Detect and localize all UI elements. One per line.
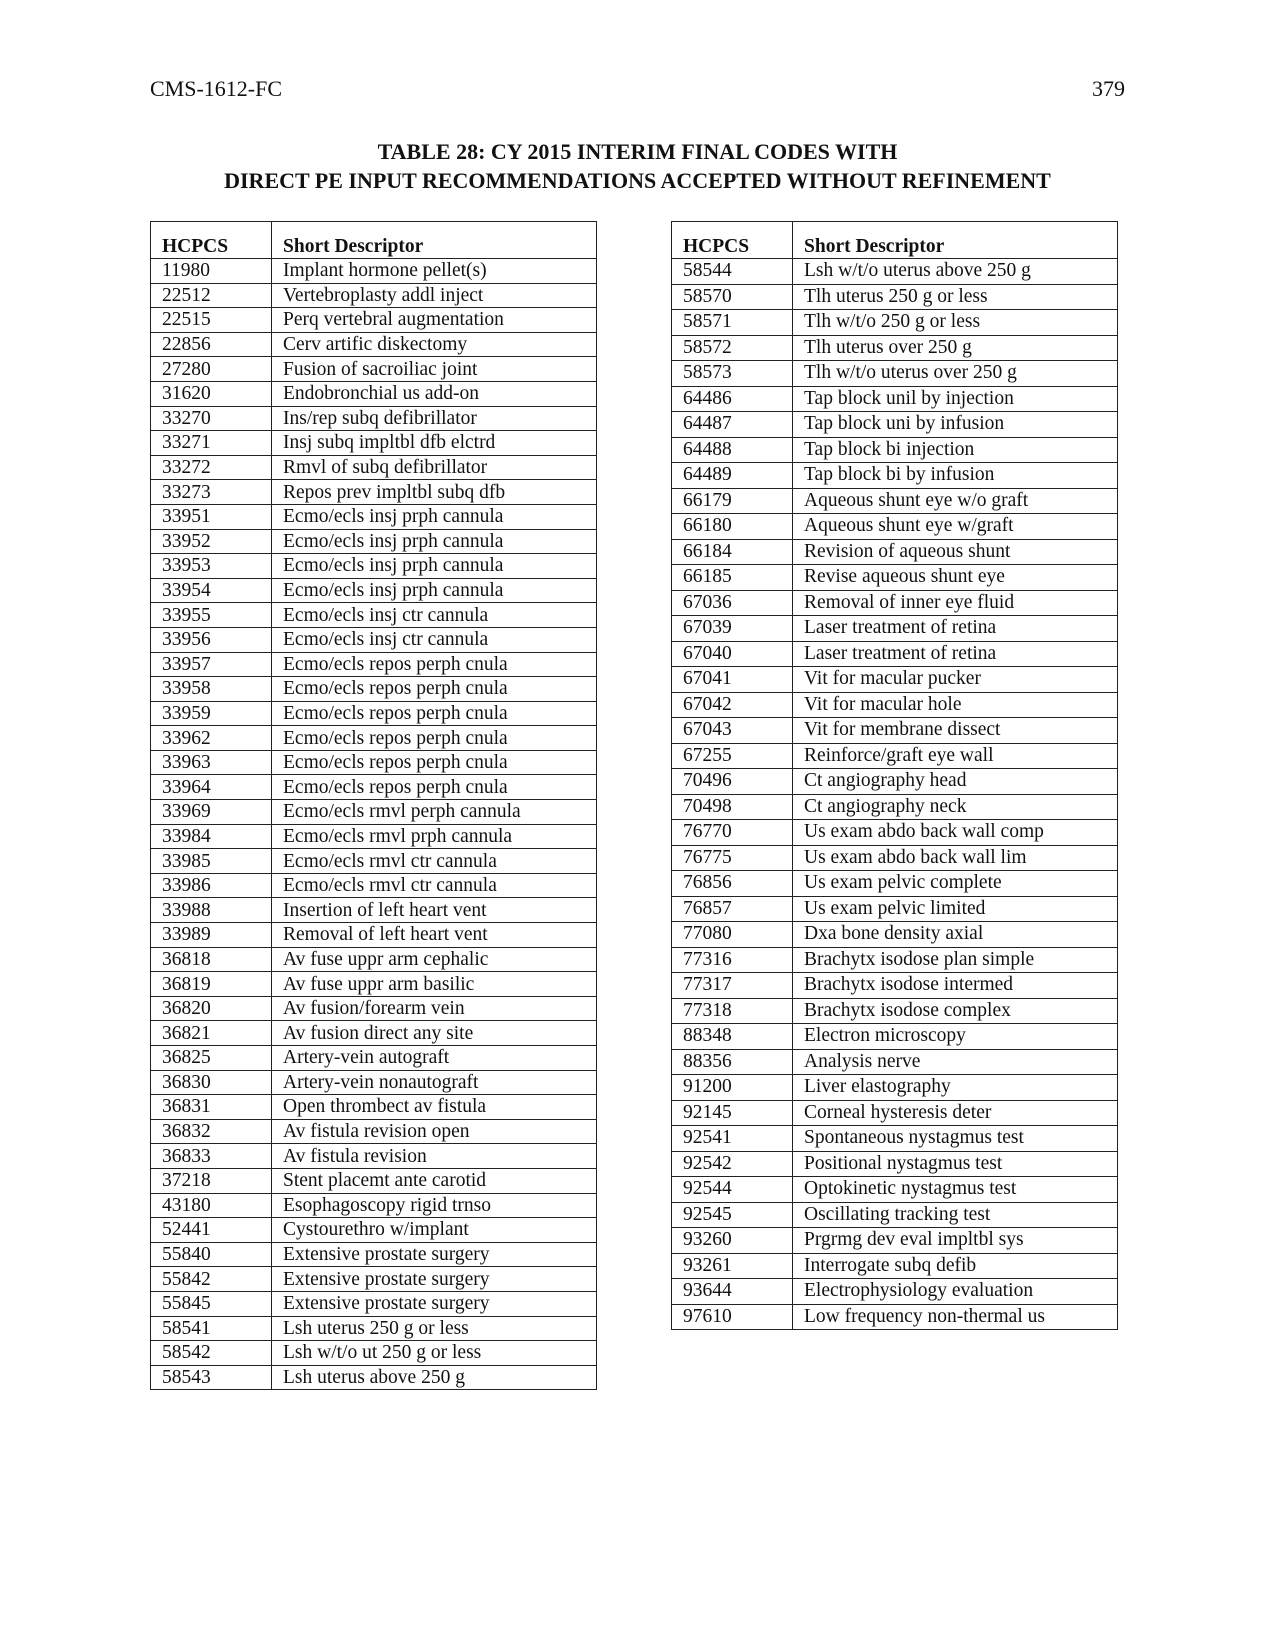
hcpcs-code: 33962 [151,726,272,751]
hcpcs-code: 11980 [151,259,272,284]
table-title-line-1: TABLE 28: CY 2015 INTERIM FINAL CODES WITH [377,139,898,164]
short-descriptor: Ecmo/ecls repos perph cnula [272,701,597,726]
hcpcs-code: 55842 [151,1267,272,1292]
table-row [672,259,1118,285]
table-row [672,820,1118,846]
hcpcs-code: 52441 [151,1218,272,1243]
short-descriptor: Ct angiography neck [793,794,1118,820]
short-descriptor: Brachytx isodose complex [793,998,1118,1024]
short-descriptor: Ecmo/ecls insj prph cannula [272,554,597,579]
hcpcs-code: 33969 [151,800,272,825]
table-row [672,1228,1118,1254]
hcpcs-code: 37218 [151,1168,272,1193]
hcpcs-code: 58541 [151,1316,272,1341]
hcpcs-code: 33951 [151,504,272,529]
table-row [151,1218,597,1243]
table-row [151,947,597,972]
hcpcs-code: 64489 [672,463,793,489]
hcpcs-code: 58542 [151,1341,272,1366]
short-descriptor: Tlh uterus 250 g or less [793,284,1118,310]
hcpcs-code: 36825 [151,1046,272,1071]
hcpcs-code: 22515 [151,308,272,333]
hcpcs-code: 22512 [151,283,272,308]
hcpcs-code: 33964 [151,775,272,800]
hcpcs-code: 92542 [672,1151,793,1177]
table-row [672,284,1118,310]
table-title-line-2: DIRECT PE INPUT RECOMMENDATIONS ACCEPTED WITHOUT REFINEMENT [224,168,1051,193]
table-row [151,677,597,702]
short-descriptor: Ecmo/ecls insj prph cannula [272,504,597,529]
table-row [672,1100,1118,1126]
short-descriptor: Vit for membrane dissect [793,718,1118,744]
table-row [151,603,597,628]
table-row [672,743,1118,769]
table-row [672,718,1118,744]
table-row [672,565,1118,591]
short-descriptor: Analysis nerve [793,1049,1118,1075]
short-descriptor: Av fusion/forearm vein [272,996,597,1021]
short-descriptor: Oscillating tracking test [793,1202,1118,1228]
table-row [672,1075,1118,1101]
hcpcs-code: 58543 [151,1365,272,1390]
table-row [672,1049,1118,1075]
hcpcs-code: 58570 [672,284,793,310]
short-descriptor: Ecmo/ecls repos perph cnula [272,677,597,702]
short-descriptor: Removal of inner eye fluid [793,590,1118,616]
table-row [151,726,597,751]
hcpcs-code: 33988 [151,898,272,923]
short-descriptor: Ecmo/ecls insj prph cannula [272,529,597,554]
short-descriptor: Us exam pelvic complete [793,871,1118,897]
table-row [151,1021,597,1046]
short-descriptor: Dxa bone density axial [793,922,1118,948]
short-descriptor: Implant hormone pellet(s) [272,259,597,284]
hcpcs-code: 33984 [151,824,272,849]
hcpcs-code: 93261 [672,1253,793,1279]
table-row [672,437,1118,463]
short-descriptor: Vertebroplasty addl inject [272,283,597,308]
hcpcs-code: 64486 [672,386,793,412]
hcpcs-code: 92541 [672,1126,793,1152]
hcpcs-code: 67043 [672,718,793,744]
short-descriptor: Lsh uterus above 250 g [272,1365,597,1390]
table-row [151,1168,597,1193]
table-row [151,1316,597,1341]
table-row [151,923,597,948]
table-row [672,667,1118,693]
hcpcs-code: 58544 [672,259,793,285]
hcpcs-code: 67042 [672,692,793,718]
hcpcs-code: 33956 [151,627,272,652]
table-row [672,310,1118,336]
short-descriptor: Tlh w/t/o uterus over 250 g [793,361,1118,387]
short-descriptor: Cerv artific diskectomy [272,332,597,357]
hcpcs-code: 77080 [672,922,793,948]
table-title [0,137,1275,195]
short-descriptor: Corneal hysteresis deter [793,1100,1118,1126]
hcpcs-code: 36819 [151,972,272,997]
short-descriptor: Low frequency non-thermal us [793,1304,1118,1330]
table-row [672,922,1118,948]
header-short-descriptor: Short Descriptor [793,222,1118,259]
codes-table-right [671,221,1118,1330]
table-row [151,455,597,480]
short-descriptor: Electron microscopy [793,1024,1118,1050]
table-row [672,845,1118,871]
hcpcs-code: 33986 [151,873,272,898]
table-row [151,1365,597,1390]
hcpcs-code: 58573 [672,361,793,387]
short-descriptor: Ecmo/ecls repos perph cnula [272,652,597,677]
table-row [151,1046,597,1071]
hcpcs-code: 58571 [672,310,793,336]
short-descriptor: Av fistula revision [272,1144,597,1169]
hcpcs-code: 33955 [151,603,272,628]
short-descriptor: Tap block unil by injection [793,386,1118,412]
short-descriptor: Extensive prostate surgery [272,1242,597,1267]
hcpcs-code: 33953 [151,554,272,579]
short-descriptor: Extensive prostate surgery [272,1267,597,1292]
table-row [151,406,597,431]
short-descriptor: Av fusion direct any site [272,1021,597,1046]
table-row [151,554,597,579]
table-row [151,972,597,997]
short-descriptor: Repos prev impltbl subq dfb [272,480,597,505]
short-descriptor: Positional nystagmus test [793,1151,1118,1177]
table-row [672,1151,1118,1177]
table-row [151,1341,597,1366]
hcpcs-code: 92545 [672,1202,793,1228]
table-row [672,896,1118,922]
codes-table-left [150,221,597,1390]
short-descriptor: Cystourethro w/implant [272,1218,597,1243]
header-hcpcs: HCPCS [672,222,793,259]
hcpcs-code: 76856 [672,871,793,897]
codes-table-right-body [672,259,1118,1330]
short-descriptor: Us exam pelvic limited [793,896,1118,922]
hcpcs-code: 92544 [672,1177,793,1203]
table-row [151,529,597,554]
short-descriptor: Av fuse uppr arm basilic [272,972,597,997]
short-descriptor: Us exam abdo back wall lim [793,845,1118,871]
table-row [151,308,597,333]
short-descriptor: Av fistula revision open [272,1119,597,1144]
table-row [151,701,597,726]
short-descriptor: Lsh w/t/o uterus above 250 g [793,259,1118,285]
short-descriptor: Spontaneous nystagmus test [793,1126,1118,1152]
document-id: CMS-1612-FC [150,76,283,101]
table-row [151,1193,597,1218]
page-number: 379 [1092,76,1125,101]
hcpcs-code: 55840 [151,1242,272,1267]
hcpcs-code: 33958 [151,677,272,702]
table-row [672,794,1118,820]
hcpcs-code: 55845 [151,1291,272,1316]
hcpcs-code: 70496 [672,769,793,795]
short-descriptor: Prgrmg dev eval impltbl sys [793,1228,1118,1254]
short-descriptor: Ecmo/ecls rmvl ctr cannula [272,849,597,874]
short-descriptor: Reinforce/graft eye wall [793,743,1118,769]
hcpcs-code: 33952 [151,529,272,554]
hcpcs-code: 77316 [672,947,793,973]
table-row [151,627,597,652]
table-row [151,431,597,456]
short-descriptor: Liver elastography [793,1075,1118,1101]
hcpcs-code: 67040 [672,641,793,667]
table-row [151,775,597,800]
short-descriptor: Tlh w/t/o 250 g or less [793,310,1118,336]
table-row [151,1070,597,1095]
hcpcs-code: 33270 [151,406,272,431]
table-row [672,641,1118,667]
hcpcs-code: 36831 [151,1095,272,1120]
hcpcs-code: 93260 [672,1228,793,1254]
codes-table-left-body [151,259,597,1390]
table-row [672,539,1118,565]
hcpcs-code: 88348 [672,1024,793,1050]
hcpcs-code: 27280 [151,357,272,382]
short-descriptor: Insj subq impltbl dfb elctrd [272,431,597,456]
short-descriptor: Brachytx isodose intermed [793,973,1118,999]
table-row [151,898,597,923]
table-row [672,973,1118,999]
hcpcs-code: 31620 [151,381,272,406]
short-descriptor: Esophagoscopy rigid trnso [272,1193,597,1218]
table-row [672,1279,1118,1305]
table-row [672,1202,1118,1228]
table-row [151,259,597,284]
hcpcs-code: 77318 [672,998,793,1024]
hcpcs-code: 76857 [672,896,793,922]
table-row [151,996,597,1021]
hcpcs-code: 97610 [672,1304,793,1330]
table-row [672,1177,1118,1203]
short-descriptor: Aqueous shunt eye w/o graft [793,488,1118,514]
short-descriptor: Aqueous shunt eye w/graft [793,514,1118,540]
hcpcs-code: 66179 [672,488,793,514]
short-descriptor: Tap block bi by infusion [793,463,1118,489]
short-descriptor: Av fuse uppr arm cephalic [272,947,597,972]
short-descriptor: Ct angiography head [793,769,1118,795]
short-descriptor: Extensive prostate surgery [272,1291,597,1316]
short-descriptor: Fusion of sacroiliac joint [272,357,597,382]
table-row [672,1304,1118,1330]
table-row [672,769,1118,795]
hcpcs-code: 76770 [672,820,793,846]
hcpcs-code: 36818 [151,947,272,972]
short-descriptor: Rmvl of subq defibrillator [272,455,597,480]
table-row [672,488,1118,514]
hcpcs-code: 93644 [672,1279,793,1305]
hcpcs-code: 33272 [151,455,272,480]
table-row [672,590,1118,616]
hcpcs-code: 70498 [672,794,793,820]
table-row [151,332,597,357]
short-descriptor: Revise aqueous shunt eye [793,565,1118,591]
short-descriptor: Stent placemt ante carotid [272,1168,597,1193]
hcpcs-code: 33954 [151,578,272,603]
hcpcs-code: 67041 [672,667,793,693]
hcpcs-code: 77317 [672,973,793,999]
short-descriptor: Endobronchial us add-on [272,381,597,406]
short-descriptor: Laser treatment of retina [793,641,1118,667]
hcpcs-code: 33985 [151,849,272,874]
table-row [151,1291,597,1316]
hcpcs-code: 36820 [151,996,272,1021]
table-row [151,1144,597,1169]
table-row [151,480,597,505]
table-row [672,412,1118,438]
table-row [672,386,1118,412]
table-row [151,1119,597,1144]
short-descriptor: Interrogate subq defib [793,1253,1118,1279]
hcpcs-code: 36830 [151,1070,272,1095]
hcpcs-code: 33273 [151,480,272,505]
hcpcs-code: 58572 [672,335,793,361]
short-descriptor: Lsh uterus 250 g or less [272,1316,597,1341]
short-descriptor: Electrophysiology evaluation [793,1279,1118,1305]
hcpcs-code: 43180 [151,1193,272,1218]
short-descriptor: Us exam abdo back wall comp [793,820,1118,846]
short-descriptor: Laser treatment of retina [793,616,1118,642]
header-short-descriptor: Short Descriptor [272,222,597,259]
short-descriptor: Ecmo/ecls rmvl perph cannula [272,800,597,825]
table-row [672,616,1118,642]
short-descriptor: Lsh w/t/o ut 250 g or less [272,1341,597,1366]
short-descriptor: Tap block bi injection [793,437,1118,463]
header-hcpcs: HCPCS [151,222,272,259]
short-descriptor: Ecmo/ecls rmvl prph cannula [272,824,597,849]
short-descriptor: Ecmo/ecls repos perph cnula [272,726,597,751]
hcpcs-code: 64488 [672,437,793,463]
table-row [151,504,597,529]
short-descriptor: Ecmo/ecls insj prph cannula [272,578,597,603]
short-descriptor: Revision of aqueous shunt [793,539,1118,565]
hcpcs-code: 36833 [151,1144,272,1169]
table-row [151,283,597,308]
short-descriptor: Ecmo/ecls insj ctr cannula [272,603,597,628]
table-row [151,1267,597,1292]
table-row [151,800,597,825]
table-row [672,947,1118,973]
hcpcs-code: 33959 [151,701,272,726]
hcpcs-code: 67036 [672,590,793,616]
short-descriptor: Tlh uterus over 250 g [793,335,1118,361]
short-descriptor: Removal of left heart vent [272,923,597,948]
short-descriptor: Ins/rep subq defibrillator [272,406,597,431]
hcpcs-code: 36832 [151,1119,272,1144]
short-descriptor: Ecmo/ecls rmvl ctr cannula [272,873,597,898]
table-header-row [672,222,1118,259]
short-descriptor: Artery-vein nonautograft [272,1070,597,1095]
table-row [672,514,1118,540]
short-descriptor: Open thrombect av fistula [272,1095,597,1120]
short-descriptor: Vit for macular hole [793,692,1118,718]
hcpcs-code: 66180 [672,514,793,540]
table-row [672,1024,1118,1050]
table-row [151,578,597,603]
table-row [672,692,1118,718]
short-descriptor: Optokinetic nystagmus test [793,1177,1118,1203]
table-row [151,824,597,849]
table-row [151,652,597,677]
hcpcs-code: 33271 [151,431,272,456]
short-descriptor: Vit for macular pucker [793,667,1118,693]
hcpcs-code: 36821 [151,1021,272,1046]
table-row [151,357,597,382]
hcpcs-code: 66184 [672,539,793,565]
hcpcs-code: 67039 [672,616,793,642]
table-row [672,335,1118,361]
hcpcs-code: 76775 [672,845,793,871]
hcpcs-code: 88356 [672,1049,793,1075]
table-header-row [151,222,597,259]
table-row [151,381,597,406]
hcpcs-code: 22856 [151,332,272,357]
table-row [672,361,1118,387]
short-descriptor: Tap block uni by infusion [793,412,1118,438]
short-descriptor: Insertion of left heart vent [272,898,597,923]
hcpcs-code: 66185 [672,565,793,591]
hcpcs-code: 64487 [672,412,793,438]
short-descriptor: Perq vertebral augmentation [272,308,597,333]
hcpcs-code: 91200 [672,1075,793,1101]
table-row [151,849,597,874]
table-row [151,750,597,775]
table-row [672,1126,1118,1152]
hcpcs-code: 92145 [672,1100,793,1126]
hcpcs-code: 33963 [151,750,272,775]
table-row [151,1242,597,1267]
table-row [672,463,1118,489]
short-descriptor: Artery-vein autograft [272,1046,597,1071]
short-descriptor: Brachytx isodose plan simple [793,947,1118,973]
table-row [672,998,1118,1024]
table-row [672,871,1118,897]
table-row [151,873,597,898]
table-row [672,1253,1118,1279]
short-descriptor: Ecmo/ecls repos perph cnula [272,775,597,800]
short-descriptor: Ecmo/ecls insj ctr cannula [272,627,597,652]
table-row [151,1095,597,1120]
hcpcs-code: 33989 [151,923,272,948]
short-descriptor: Ecmo/ecls repos perph cnula [272,750,597,775]
hcpcs-code: 67255 [672,743,793,769]
hcpcs-code: 33957 [151,652,272,677]
